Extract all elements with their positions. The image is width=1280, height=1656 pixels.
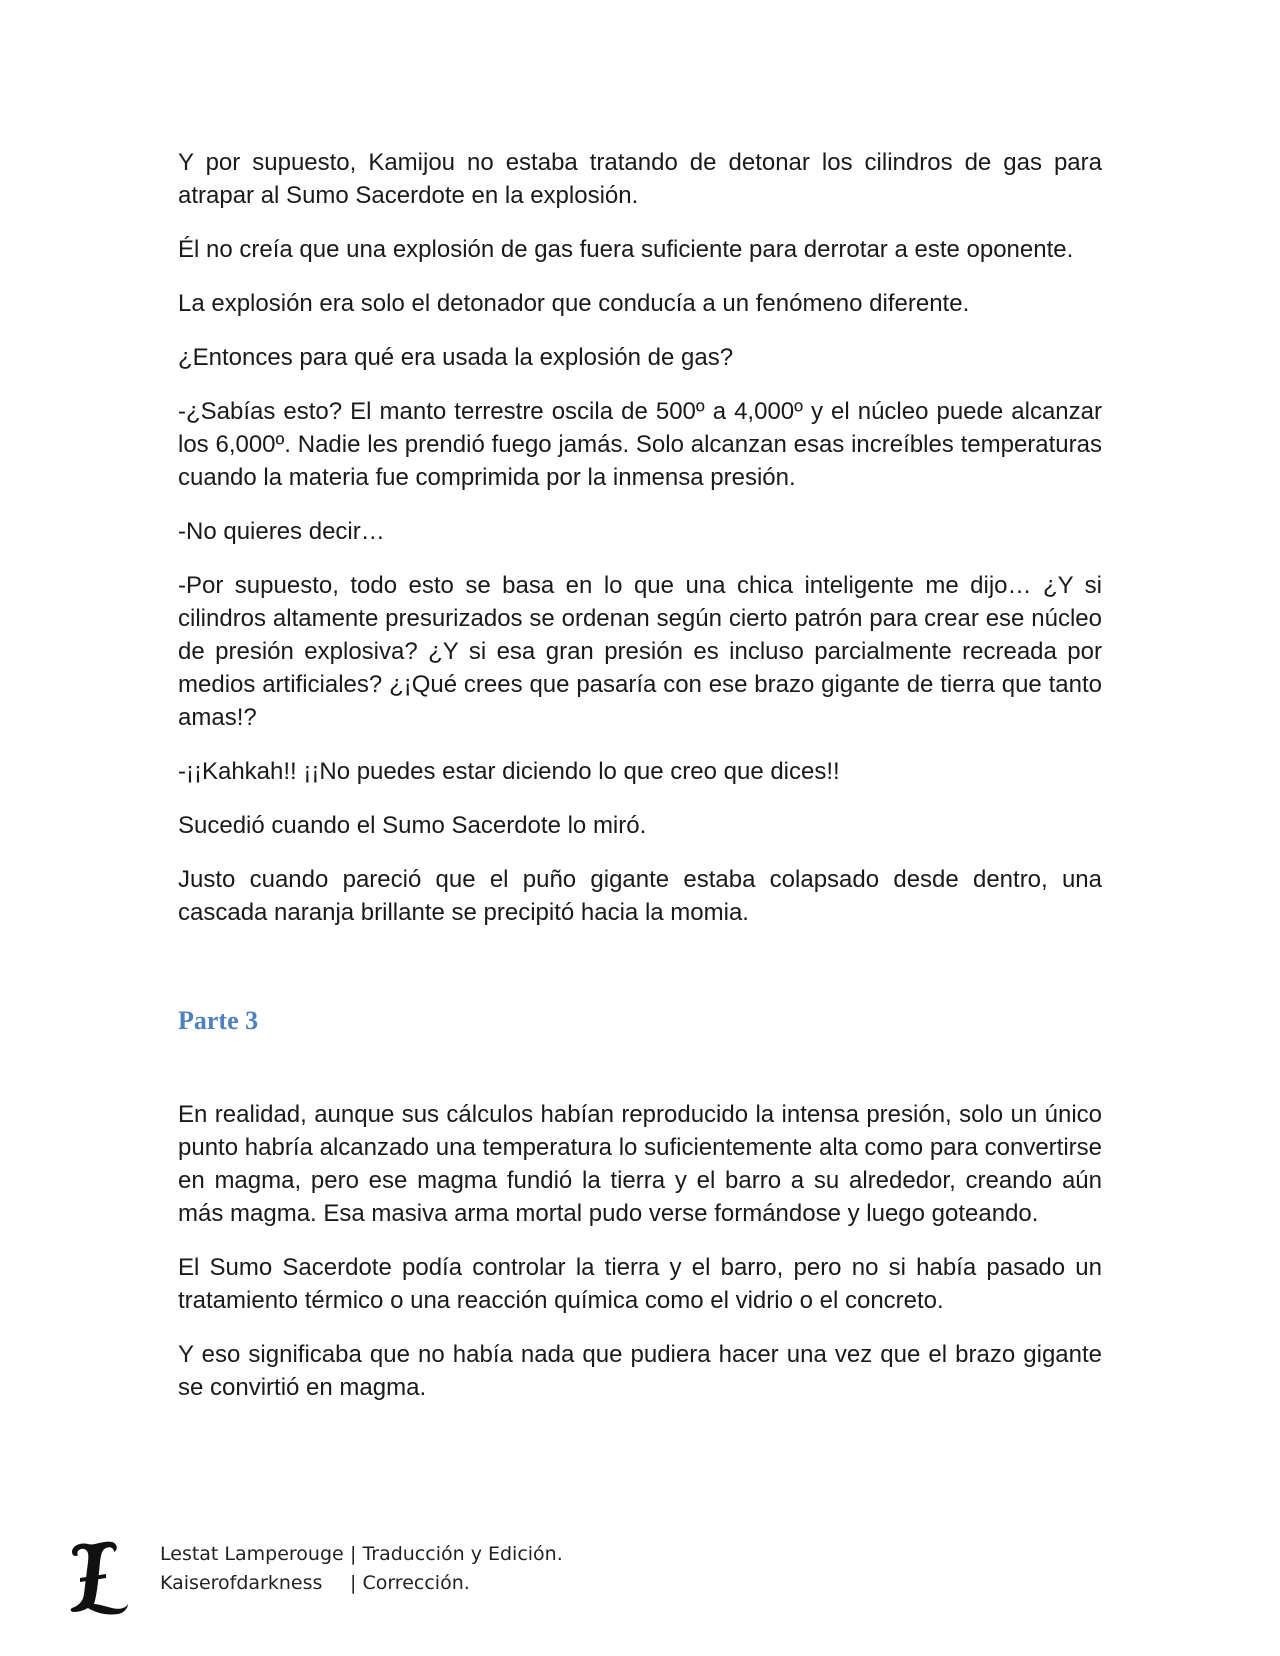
paragraph: -¡¡Kahkah!! ¡¡No puedes estar diciendo lo que creo que dices!! [178,758,840,785]
paragraph: Y por supuesto, Kamijou no estaba tratando de detonar los cilindros de gas para atrapar al Sumo Sacerdote en la explosión. [178,149,1102,209]
credit-role: | Corrección. [350,1572,470,1594]
credit-name: Kaiserofdarkness [160,1572,323,1594]
paragraph: El Sumo Sacerdote podía controlar la tierra y el barro, pero no si había pasado un tratamiento térmico o una reacción química como el vidrio o el concreto. [178,1254,1102,1314]
paragraph: Justo cuando pareció que el puño gigante estaba colapsado desde dentro, una cascada naranja brillante se precipitó hacia la momia. [178,866,1102,926]
paragraph: Sucedió cuando el Sumo Sacerdote lo miró. [178,812,647,839]
paragraph: ¿Entonces para qué era usada la explosión de gas? [178,344,734,371]
footer-credits [160,1540,563,1598]
paragraph: Y eso significaba que no había nada que pudiera hacer una vez que el brazo gigante se convirtió en magma. [178,1341,1102,1401]
paragraph: Él no creía que una explosión de gas fuera suficiente para derrotar a este oponente. [178,236,1074,263]
credit-line [160,1569,563,1598]
credit-line [160,1540,563,1569]
section-heading: Parte 3 [178,1006,259,1035]
section-heading-wrapper [178,1004,1102,1037]
paragraph: La explosión era solo el detonador que conducía a un fenómeno diferente. [178,290,970,317]
paragraph: -¿Sabías esto? El manto terrestre oscila de 500º a 4,000º y el núcleo puede alcanzar los 6,000º. Nadie les prendió fuego jamás. Solo alcanzan esas increíbles temperaturas cuando la materia fue comprimida por la inmensa presión. [178,398,1102,491]
gothic-L-logo-icon [66,1538,130,1618]
paragraph: En realidad, aunque sus cálculos habían reproducido la intensa presión, solo un único punto habría alcanzado una temperatura lo suficientemente alta como para convertirse en magma, pero ese magma fundió la tierra y el barro a su alrededor, creando aún más magma. Esa masiva arma mortal pudo verse formándose y luego goteando. [178,1101,1102,1227]
document-body [178,146,1102,1425]
page-footer [66,1538,766,1638]
credit-role: | Traducción y Edición. [350,1543,563,1565]
paragraph: -No quieres decir… [178,518,385,545]
credit-name: Lestat Lamperouge [160,1543,344,1565]
paragraph: -Por supuesto, todo esto se basa en lo que una chica inteligente me dijo… ¿Y si cilindros altamente presurizados se ordenan según cierto patrón para crear ese núcleo de presión explosiva? ¿Y si esa gran presión es incluso parcialmente recreada por medios artificiales? ¿¡Qué crees que pasaría con ese brazo gigante de tierra que tanto amas!? [178,572,1102,731]
